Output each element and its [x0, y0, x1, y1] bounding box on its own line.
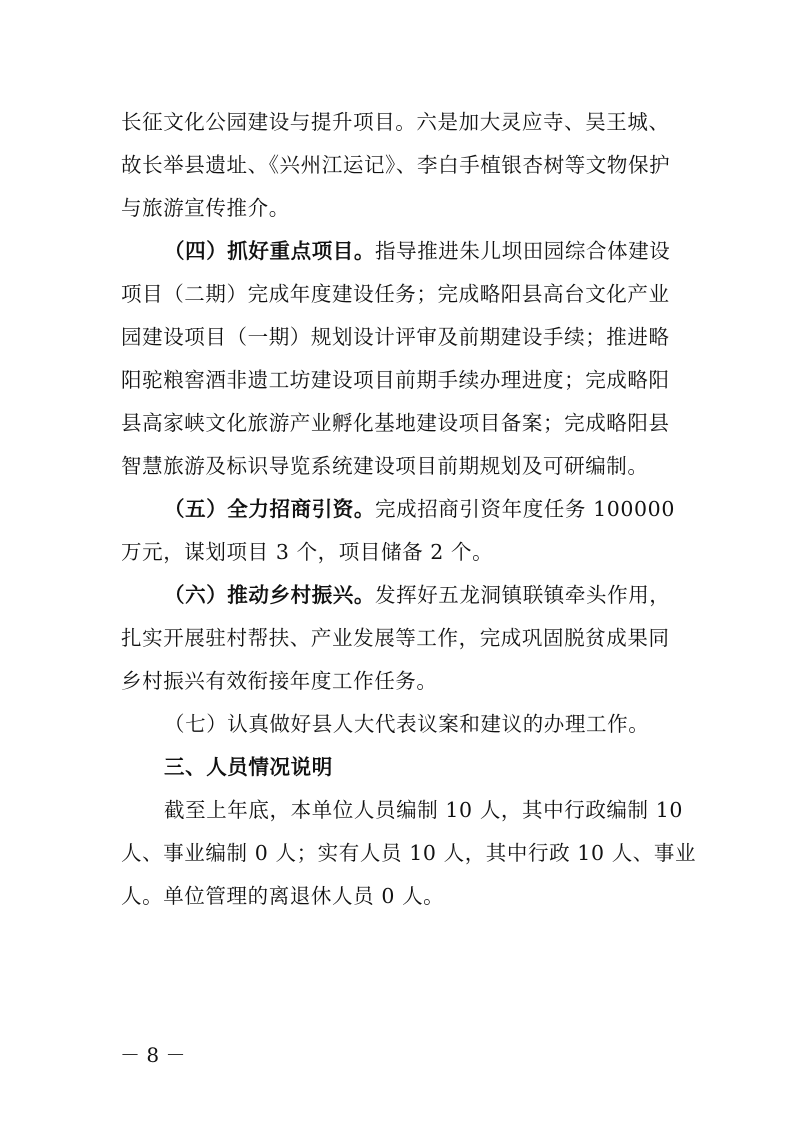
paragraph-line: 项目（二期）完成年度建设任务；完成略阳县高台文化产业: [121, 282, 670, 306]
paragraph-line: （七）认真做好县人大代表议案和建议的办理工作。: [164, 712, 650, 736]
paragraph-text: 完成招商引资年度任务 100000: [375, 497, 675, 521]
paragraph-line: 扎实开展驻村帮扶、产业发展等工作，完成巩固脱贫成果同: [121, 626, 670, 650]
paragraph-first-line: [164, 575, 682, 615]
paragraph-first-line: [164, 489, 682, 529]
paragraph-heading: （五）全力招商引资。: [164, 497, 375, 521]
paragraph-line: 县高家峡文化旅游产业孵化基地建设项目备案；完成略阳县: [121, 411, 670, 435]
paragraph-line: 与旅游宣传推介。: [121, 196, 290, 220]
paragraph-first-line: [164, 231, 682, 271]
paragraph-line: 人、事业编制 0 人；实有人员 10 人，其中行政 10 人、事业: [121, 841, 697, 865]
paragraph-line: 故长举县遗址、《兴州江运记》、李白手植银杏树等文物保护: [121, 153, 671, 177]
paragraph-line: 长征文化公园建设与提升项目。六是加大灵应寺、吴王城、: [121, 110, 670, 134]
paragraph-line: 人。单位管理的离退休人员 0 人。: [121, 884, 445, 908]
paragraph-heading: （四）抓好重点项目。: [164, 239, 375, 263]
paragraph-text: 指导推进朱儿坝田园综合体建设: [375, 239, 671, 263]
paragraph-line: 万元，谋划项目 3 个，项目储备 2 个。: [121, 540, 494, 564]
paragraph-text: 发挥好五龙洞镇联镇牵头作用，: [375, 583, 671, 607]
page-number: － 8 －: [120, 1043, 186, 1067]
paragraph-line: 阳驼粮窖酒非遗工坊建设项目前期手续办理进度；完成略阳: [121, 368, 670, 392]
section-heading: 三、人员情况说明: [164, 755, 333, 779]
paragraph-line: 智慧旅游及标识导览系统建设项目前期规划及可研编制。: [121, 454, 649, 478]
paragraph-line: 乡村振兴有效衔接年度工作任务。: [121, 669, 438, 693]
paragraph-heading: （六）推动乡村振兴。: [164, 583, 375, 607]
paragraph-line: 园建设项目（一期）规划设计评审及前期建设手续；推进略: [121, 325, 670, 349]
paragraph-line: 截至上年底，本单位人员编制 10 人，其中行政编制 10: [164, 798, 684, 822]
